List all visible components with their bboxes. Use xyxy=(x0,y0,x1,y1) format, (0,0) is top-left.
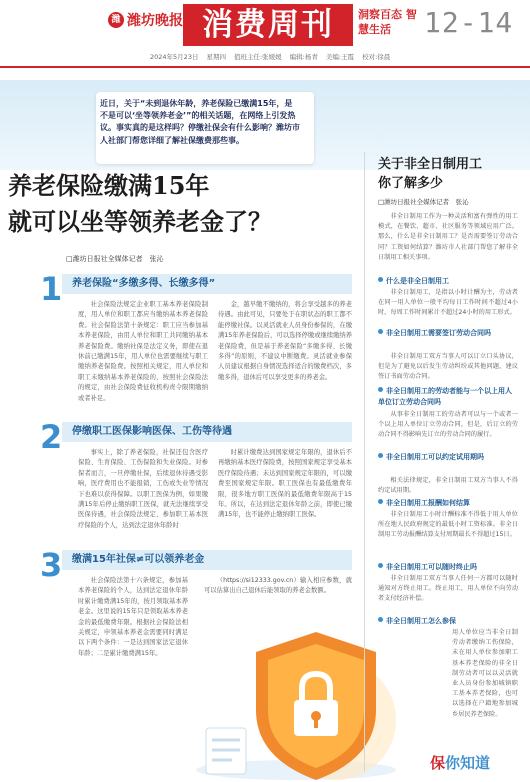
section-2-title: 停缴职工医保影响医保、工伤等待遇 xyxy=(62,422,352,442)
section-1-col-1: 社会保险法规定企业职工基本养老保险制度，用人单位和职工都应当缴纳基本养老保险费。社会保险法第十条规定：职工应当参加基本养老保险，由用人单位和职工共同缴纳基本养老保险费。缴纳社保是法定义务，即使在退休前已缴满15年，用人单位也需要继续与职工缴纳养老保险费。按照相关规定，用人单位和职工未缴纳基本养老保险的，按照社会保险法的规定，由社会保险费征收机构责令限期缴纳或者补足。 xyxy=(78,301,208,402)
sidebar-question-7 xyxy=(378,616,518,627)
section-1-col-2: 金，越早缴不缴纳的，将会享受越多的养老待遇。由此可见，只要处于在职状态的职工都不能停缴社保。以灵活就业人员身份参保的，在缴满15年养老保险后，可以选择停缴或继续缴纳养老保险费，但是基于养老保险“多缴多得、长缴多得”的原则，不建议中断缴费。灵活就业参保人员建议根据自身情况选择适合的缴费档次，多缴多得，退休后可以享受更多的养老金。 xyxy=(218,301,352,381)
sidebar-question-2-text: 非全日制用工需要签订劳动合同吗 xyxy=(386,329,491,337)
meta-director: 值班主任:张媛媛 xyxy=(233,53,282,61)
meta-proofreader: 校对:徐晨 xyxy=(362,53,391,61)
bullet-icon xyxy=(378,387,383,392)
sidebar-answer-5: 非全日制用工小时计酬标准不得低于用人单位所在地人民政府规定的最低小时工资标准。非全日制用工劳动报酬结算支付周期最长不得超过15日。 xyxy=(378,511,518,539)
sidebar-question-1-text: 什么是非全日制用工 xyxy=(386,277,449,285)
masthead xyxy=(0,0,530,68)
sidebar-question-7-text: 非全日制用工怎么参保 xyxy=(386,617,456,625)
brand-name: 潍坊晚报 xyxy=(127,13,183,29)
section-1-number: 1 xyxy=(40,270,63,308)
edition-meta xyxy=(150,52,530,61)
bullet-icon xyxy=(378,277,383,282)
headline-line-1: 养老保险缴满15年 xyxy=(8,171,210,200)
sidebar-answer-2: 非全日制用工双方当事人可以订立口头协议，但是为了避免以后发生劳动纠纷或其他问题，建议签订书面劳动合同。 xyxy=(378,353,518,381)
section-3-col-2: （https://si12333.gov.cn）输入相应参数，就可以估算出自己退休后能领取的养老金数额。 xyxy=(204,577,352,595)
sidebar-question-2 xyxy=(378,328,518,339)
bottom-brand-a: 保 xyxy=(430,754,446,772)
masthead-rule xyxy=(0,66,530,68)
sidebar-question-6-text: 非全日制用工可以随时终止吗 xyxy=(386,563,477,571)
sidebar-question-3-text: 非全日制用工的劳动者能与一个以上用人单位订立劳动合同吗 xyxy=(378,387,512,406)
byline: □潍坊日报社全媒体记者 张沁 xyxy=(66,255,164,263)
meta-weekday: 星期四 xyxy=(206,53,226,61)
sidebar-title xyxy=(378,155,518,193)
section-2-col-1: 事实上，除了养老保险，社保还包含医疗保险、生育保险、工伤保险和失业保险。对参保者而言，一旦停缴社保，后续退休待遇受影响，医疗费用也不能报销，工伤或失业等情况下也难以获得保障。以职工医保为例，如果缴满15年后停止缴纳职工医保，就无法继续享受医保待遇，社会保险法规定，参加职工基本医疗保险的个人，达到法定退休年龄时 xyxy=(78,449,208,529)
page-numbers: 12-14 xyxy=(424,6,514,39)
sidebar-answer-1: 非全日制用工，是指以小时计酬为主，劳动者在同一用人单位一般平均每日工作时间不超过4小时，每周工作时间累计不超过24小时的用工形式。 xyxy=(378,289,518,317)
headline-line-2: 就可以坐等领养老金了？ xyxy=(8,207,272,236)
sidebar-answer-6: 非全日制用工双方当事人任何一方都可以随时通知对方终止用工。终止用工，用人单位不向劳动者支付经济补偿。 xyxy=(378,575,518,603)
brand-logo-icon: 潍 xyxy=(108,12,124,28)
bullet-icon xyxy=(378,617,383,622)
shield-lock-illustration xyxy=(186,600,406,782)
sidebar-question-5 xyxy=(378,498,518,509)
section-3-col-1: 社会保险法第十六条规定，参加基本养老保险的个人，达到法定退休年龄时累计缴费满15年的，按月领取基本养老金。这里说的15年只是领取基本养老金的最低缴费年限。根据社会保险法相关规定，申领基本养老金需要同时满足以下两个条件：一是达到国家法定退休年龄；二是累计缴费满15年。 xyxy=(78,577,188,657)
bullet-icon xyxy=(378,329,383,334)
sidebar-question-3 xyxy=(378,386,518,408)
sidebar-answer-7: 用人单位应当非全日制劳动者缴纳工伤保险，未在用人单位参加职工基本养老保险的非全日制劳动者可以以灵活就业人员身份参加城镇职工基本养老保险，也可以选择在户籍地参加城乡居民养老保险。 xyxy=(452,629,518,718)
sidebar-title-line-2: 你了解多少 xyxy=(378,176,444,191)
meta-editor: 编辑:杨青 xyxy=(289,53,318,61)
brand xyxy=(108,10,183,30)
sidebar-question-4 xyxy=(378,452,518,463)
meta-date: 2024年5月23日 xyxy=(150,53,199,61)
intro-text: 近日，关于“未到退休年龄，养老保险已缴满15年，是不是可以‘坐等领养老金’”的相关话题，在网络上引发热议。事实真的是这样吗？停缴社保会有什么影响？潍坊市人社部门帮您详细了解社保缴费那些事。 xyxy=(100,99,300,145)
headline xyxy=(8,168,338,240)
bullet-icon xyxy=(378,563,383,568)
sidebar-answer-4: 相关法律规定，非全日制用工双方当事人不得约定试用期。 xyxy=(378,477,518,495)
section-2-number: 2 xyxy=(40,418,63,456)
sidebar-intro: 非全日制用工作为一种灵活和富有弹性的用工模式，在餐饮、超市、社区服务等领域应用广泛。那么，什么是非全日制用工？是否需要签订劳动合同？工资如何结算？潍坊市人社部门帮您了解非全日制用工相关事项。 xyxy=(378,213,518,261)
bottom-brand-b: 你知道 xyxy=(445,754,491,772)
slogan: 洞察百态 智慧生活 xyxy=(358,8,417,36)
sidebar-question-4-text: 非全日制用工可以约定试用期吗 xyxy=(386,453,484,461)
sidebar-question-6 xyxy=(378,562,518,573)
column-title: 消费周刊 xyxy=(183,4,353,46)
sidebar-question-5-text: 非全日制用工报酬如何结算 xyxy=(386,499,470,507)
sidebar-question-1 xyxy=(378,276,518,287)
bullet-icon xyxy=(378,453,383,458)
section-1-title: 养老保险“多缴多得、长缴多得” xyxy=(62,274,352,294)
meta-designer: 美编:王霞 xyxy=(325,53,355,61)
section-2-col-2: 时累计缴费达到国家规定年限的，退休后不再缴纳基本医疗保险费，按照国家规定享受基本医疗保险待遇；未达到国家规定年限的，可以缴费至国家规定年限。职工医保也有最低缴费年限，很多地方职工医保的最低缴费年限高于15年。所以，在达到法定退休年龄之前，即使已缴满15年，也不能停止缴纳职工医保。 xyxy=(218,449,352,519)
sidebar-byline: □潍坊日报社全媒体记者 张沁 xyxy=(378,198,469,206)
sidebar-title-line-1: 关于非全日制用工 xyxy=(378,157,483,172)
section-3-number: 3 xyxy=(40,546,63,584)
column-divider xyxy=(364,152,365,772)
bottom-brand xyxy=(430,752,530,782)
bullet-icon xyxy=(378,499,383,504)
sidebar-answer-3: 从事非全日制用工的劳动者可以与一个或者一个以上用人单位订立劳动合同，但是，后订立的劳动合同不得影响先订立的劳动合同的履行。 xyxy=(378,411,518,439)
section-3-title: 缴满15年社保≠可以领养老金 xyxy=(62,550,352,570)
